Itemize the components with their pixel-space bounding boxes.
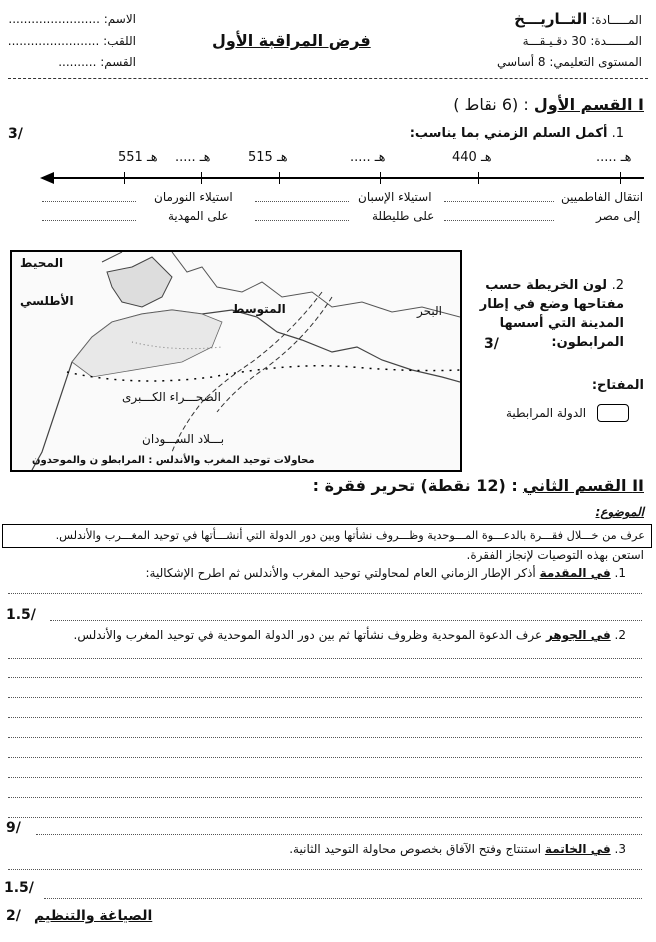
q1-score: 3/	[8, 126, 23, 142]
section2-points: : (12 نقطة) تحرير فقرة :	[312, 476, 518, 495]
timeline-tick	[124, 172, 125, 184]
answer-line[interactable]	[8, 869, 642, 870]
event-normans-line2: على المهدية	[168, 209, 229, 223]
p2-score: 9/	[6, 820, 21, 836]
section2-title	[313, 476, 644, 495]
answer-line[interactable]	[255, 201, 349, 202]
p3-number: 3.	[614, 842, 626, 856]
timeline-date-551: 551 هـ	[118, 150, 158, 165]
p1-score: 1.5/	[6, 607, 36, 623]
answer-line[interactable]	[8, 658, 642, 659]
header-divider	[8, 78, 648, 79]
key-item-label: الدولة المرابطية	[506, 406, 587, 420]
duration-line: المــــــدة: 30 دقـيـقـــة	[522, 34, 642, 48]
map-drawing[interactable]	[12, 252, 460, 470]
event-fatimids-line1: انتقال الفاطميين	[561, 190, 644, 204]
p3-prompt	[289, 842, 626, 856]
map-label-sea-2: البحر	[417, 304, 442, 318]
q2-score: 3/	[484, 336, 499, 352]
p2-prompt	[74, 628, 626, 642]
answer-line[interactable]	[42, 220, 136, 221]
map-label-sahara: الصحـــراء الكـــبرى	[122, 390, 221, 404]
level-line: المستوى التعليمي: 8 أساسي	[496, 55, 642, 69]
answer-line[interactable]	[8, 593, 642, 594]
timeline-axis	[52, 177, 644, 179]
style-label: الصياغة والتنظيم	[34, 908, 153, 924]
q2-number: 2.	[611, 278, 624, 293]
section2-heading: II القسم الثاني	[522, 476, 644, 495]
name-field[interactable]: الاسم: ........................	[8, 12, 136, 26]
answer-line[interactable]	[8, 797, 642, 798]
answer-line[interactable]	[8, 777, 642, 778]
q2-line	[480, 276, 624, 295]
class-field[interactable]: القسم: ..........	[58, 55, 136, 69]
p1-text: أذكر الإطار الزماني العام لمحاولتي توحيد المغرب والأندلس ثم اطرح الإشكالية:	[145, 566, 536, 580]
map-label-sea: المتوسط	[232, 302, 286, 316]
answer-line[interactable]	[50, 620, 642, 621]
section1-points: : (6 نقاط )	[453, 95, 529, 114]
map-figure[interactable]	[10, 250, 462, 472]
map-caption: محاولات توحيد المغرب والأندلس : المرابطو ن والموحدون	[32, 455, 315, 466]
topic-box	[2, 524, 652, 548]
timeline-date-440: 440 هـ	[452, 150, 492, 165]
q2-line-3: المدينة التي أسسها	[499, 316, 624, 331]
answer-line[interactable]	[36, 834, 642, 835]
event-spanish-line2: على طليطلة	[372, 209, 435, 223]
p3-label: في الخاتمة	[544, 842, 611, 856]
p2-number: 2.	[614, 628, 626, 642]
timeline-date-blank-1[interactable]: ..... هـ	[175, 150, 211, 165]
q1-prompt	[410, 126, 624, 141]
event-fatimids-line2: إلى مصر	[596, 209, 641, 223]
answer-line[interactable]	[8, 697, 642, 698]
answer-line[interactable]	[8, 677, 642, 678]
p3-text: استنتاج وفتح الآفاق بخصوص محاولة التوحيد الثانية.	[289, 842, 542, 856]
event-spanish-line1: استيلاء الإسبان	[358, 190, 432, 204]
q2-line-4: المرابطون:	[551, 335, 624, 350]
p1-number: 1.	[614, 566, 626, 580]
q2-line-1: لون الخريطة حسب	[485, 278, 608, 293]
answer-line[interactable]	[8, 757, 642, 758]
answer-line[interactable]	[8, 737, 642, 738]
timeline-arrow-icon	[40, 172, 54, 184]
section1-heading: I القسم الأول	[533, 95, 644, 114]
timeline-tick	[620, 172, 621, 184]
map-label-sudan: بـــلاد الســـودان	[142, 432, 225, 446]
answer-line[interactable]	[444, 201, 554, 202]
answer-line[interactable]	[42, 201, 136, 202]
q2-prompt	[480, 276, 624, 352]
exam-title: فرض المراقبة الأول	[212, 31, 371, 50]
answer-line[interactable]	[44, 898, 642, 899]
p3-score: 1.5/	[4, 880, 34, 896]
timeline-tick	[201, 172, 202, 184]
answer-line[interactable]	[444, 220, 554, 221]
answer-line[interactable]	[8, 717, 642, 718]
style-score: 2/	[6, 908, 21, 924]
map-label-ocean-1: المحيط	[20, 256, 64, 270]
answer-line[interactable]	[255, 220, 349, 221]
section1-title	[453, 95, 644, 114]
subject-line	[514, 10, 642, 28]
subject-value: التــاريـــخ	[514, 10, 588, 28]
timeline-tick	[478, 172, 479, 184]
answer-line[interactable]	[8, 817, 642, 818]
timeline-date-blank-3[interactable]: ..... هـ	[596, 150, 632, 165]
timeline-date-blank-2[interactable]: ..... هـ	[350, 150, 386, 165]
subject-label: المـــــادة:	[591, 13, 642, 27]
q2-line-2: مفتاحها وضع في إطار	[479, 297, 624, 312]
p1-prompt	[146, 566, 626, 580]
timeline-tick	[380, 172, 381, 184]
key-swatch[interactable]	[597, 404, 629, 422]
key-title: المفتاح:	[591, 378, 644, 393]
timeline-date-515: 515 هـ	[248, 150, 288, 165]
map-label-ocean-2: الأطلسي	[20, 294, 74, 308]
surname-field[interactable]: اللقب: ........................	[7, 34, 136, 48]
timeline-tick	[279, 172, 280, 184]
p2-text: عرف الدعوة الموحدية وظروف نشأتها ثم بين دور الدولة الموحدية في توحيد المغرب والأندلس.	[73, 628, 543, 642]
p1-label: في المقدمة	[539, 566, 611, 580]
q1-text: أكمل السلم الزمني بما يناسب:	[409, 126, 608, 141]
q1-number: 1.	[611, 126, 624, 141]
p2-label: في الجوهر	[545, 628, 611, 642]
event-normans-line1: استيلاء النورمان	[154, 190, 233, 204]
topic-label: الموضوع:	[595, 505, 644, 519]
topic-text: عرف من خـــلال فقـــرة بالدعـــوة المـــوحدية وظـــروف نشأتها وبين دور الدولة التي أنشـــأتها في توحيد المغـــرب والأندلس.	[55, 529, 645, 542]
hint-text: استعن بهذه التوصيات لإنجاز الفقرة.	[466, 548, 644, 562]
